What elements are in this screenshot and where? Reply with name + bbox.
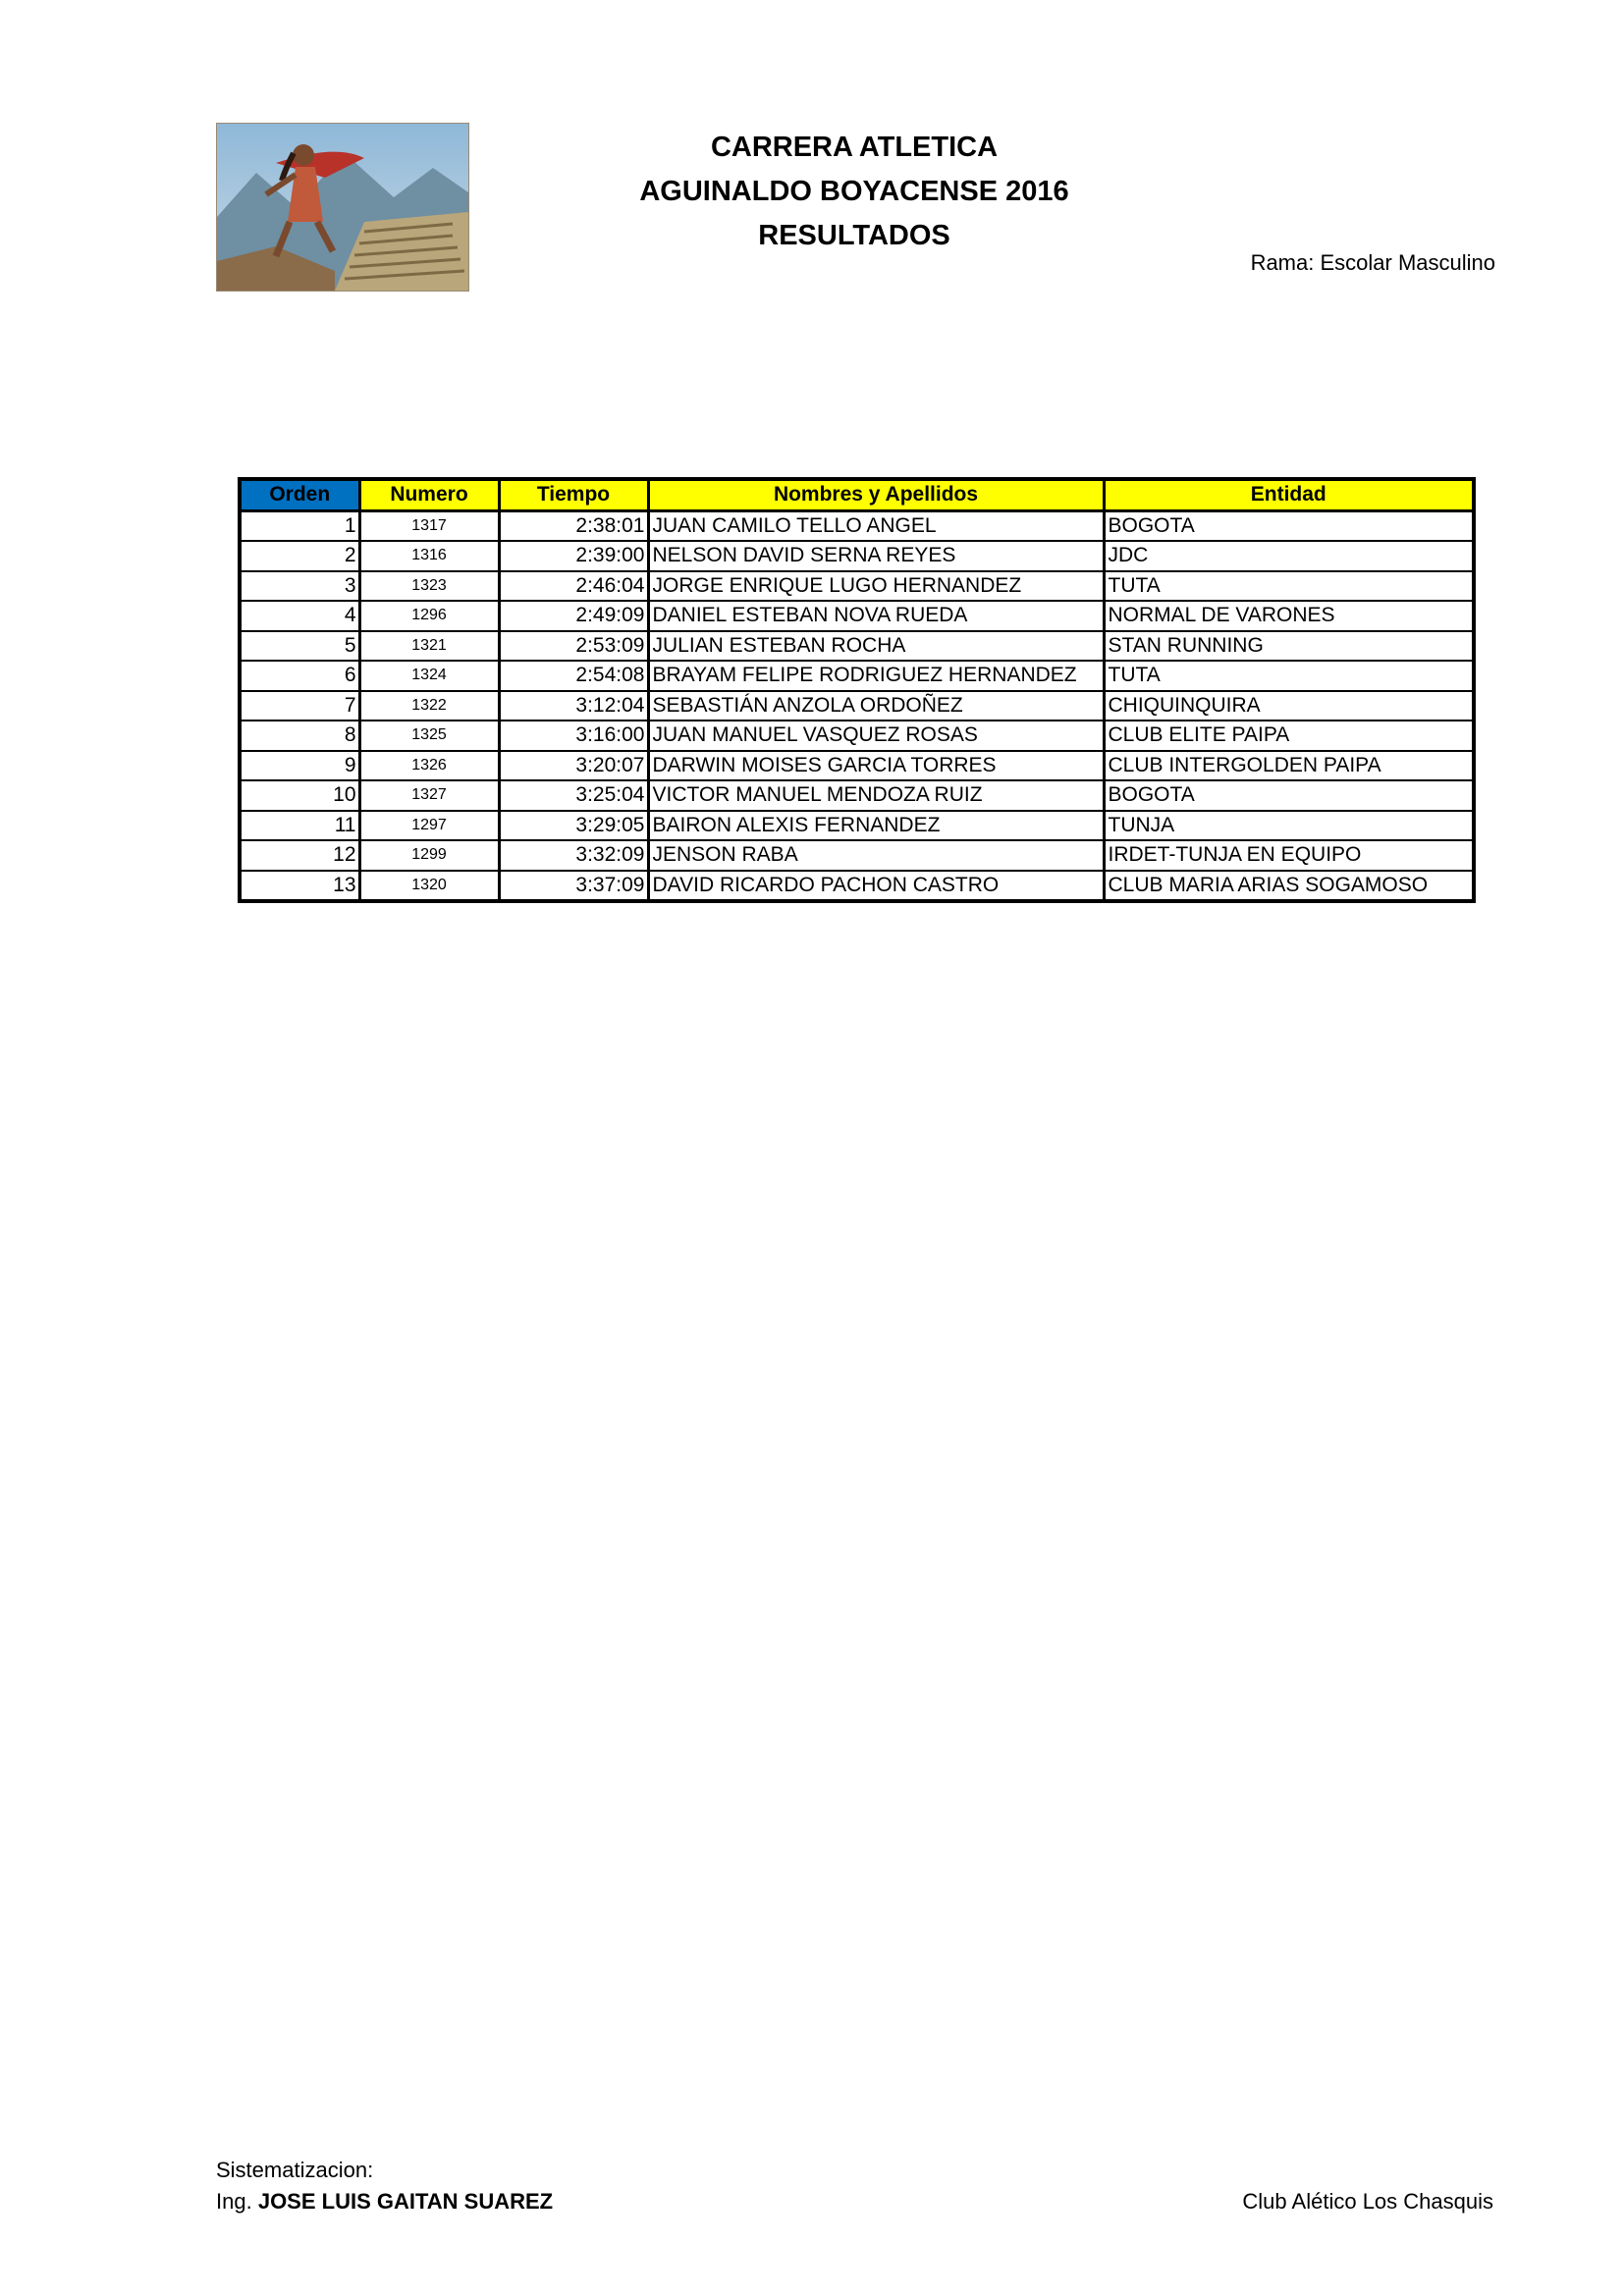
nombre-cell: VICTOR MANUEL MENDOZA RUIZ: [648, 780, 1104, 811]
tiempo-cell: 2:54:08: [499, 661, 648, 691]
nombre-cell: JENSON RABA: [648, 840, 1104, 871]
chasqui-runner-logo: [216, 123, 469, 292]
orden-cell: 3: [240, 571, 359, 602]
entidad-cell: CLUB INTERGOLDEN PAIPA: [1104, 751, 1474, 781]
table-row: [240, 631, 1474, 662]
table-row: [240, 811, 1474, 841]
entidad-cell: JDC: [1104, 541, 1474, 571]
numero-cell: 1320: [359, 871, 499, 902]
numero-cell: 1325: [359, 721, 499, 751]
orden-cell: 2: [240, 541, 359, 571]
nombre-cell: NELSON DAVID SERNA REYES: [648, 541, 1104, 571]
entidad-cell: TUTA: [1104, 661, 1474, 691]
tiempo-cell: 2:49:09: [499, 601, 648, 631]
table-row: [240, 751, 1474, 781]
table-header-row: [240, 479, 1474, 510]
nombre-cell: DAVID RICARDO PACHON CASTRO: [648, 871, 1104, 902]
tiempo-cell: 3:37:09: [499, 871, 648, 902]
table-row: [240, 510, 1474, 541]
tiempo-cell: 2:39:00: [499, 541, 648, 571]
title-line-3: RESULTADOS: [758, 220, 950, 251]
orden-cell: 11: [240, 811, 359, 841]
column-header-nombres: Nombres y Apellidos: [648, 479, 1104, 510]
orden-cell: 13: [240, 871, 359, 902]
nombre-cell: BRAYAM FELIPE RODRIGUEZ HERNANDEZ: [648, 661, 1104, 691]
orden-cell: 12: [240, 840, 359, 871]
column-header-tiempo: Tiempo: [499, 479, 648, 510]
numero-cell: 1322: [359, 691, 499, 721]
table-row: [240, 780, 1474, 811]
entidad-cell: IRDET-TUNJA EN EQUIPO: [1104, 840, 1474, 871]
orden-cell: 7: [240, 691, 359, 721]
numero-cell: 1323: [359, 571, 499, 602]
table-row: [240, 541, 1474, 571]
club-name: Club Alético Los Chasquis: [1242, 2189, 1493, 2214]
entidad-cell: NORMAL DE VARONES: [1104, 601, 1474, 631]
entidad-cell: BOGOTA: [1104, 510, 1474, 541]
sistematizacion-label: Sistematizacion:: [216, 2158, 374, 2182]
orden-cell: 1: [240, 510, 359, 541]
nombre-cell: DANIEL ESTEBAN NOVA RUEDA: [648, 601, 1104, 631]
nombre-cell: JUAN MANUEL VASQUEZ ROSAS: [648, 721, 1104, 751]
orden-cell: 8: [240, 721, 359, 751]
nombre-cell: DARWIN MOISES GARCIA TORRES: [648, 751, 1104, 781]
table-row: [240, 601, 1474, 631]
engineer-name: JOSE LUIS GAITAN SUAREZ: [257, 2189, 554, 2214]
table-row: [240, 871, 1474, 902]
numero-cell: 1327: [359, 780, 499, 811]
engineer-line: [216, 2186, 553, 2217]
tiempo-cell: 3:32:09: [499, 840, 648, 871]
entidad-cell: CLUB ELITE PAIPA: [1104, 721, 1474, 751]
numero-cell: 1324: [359, 661, 499, 691]
numero-cell: 1326: [359, 751, 499, 781]
table-row: [240, 721, 1474, 751]
orden-cell: 4: [240, 601, 359, 631]
entidad-cell: BOGOTA: [1104, 780, 1474, 811]
column-header-numero: Numero: [359, 479, 499, 510]
footer-credits: [216, 2155, 553, 2217]
tiempo-cell: 3:12:04: [499, 691, 648, 721]
nombre-cell: JUAN CAMILO TELLO ANGEL: [648, 510, 1104, 541]
numero-cell: 1317: [359, 510, 499, 541]
table-row: [240, 691, 1474, 721]
orden-cell: 9: [240, 751, 359, 781]
entidad-cell: CHIQUINQUIRA: [1104, 691, 1474, 721]
column-header-orden: Orden: [240, 479, 359, 510]
rama-label: Rama: Escolar Masculino: [1250, 250, 1495, 275]
tiempo-cell: 3:20:07: [499, 751, 648, 781]
orden-cell: 10: [240, 780, 359, 811]
tiempo-cell: 3:16:00: [499, 721, 648, 751]
tiempo-cell: 3:25:04: [499, 780, 648, 811]
document-title: [560, 126, 1149, 258]
nombre-cell: JULIAN ESTEBAN ROCHA: [648, 631, 1104, 662]
engineer-prefix: Ing.: [216, 2189, 252, 2214]
tiempo-cell: 2:46:04: [499, 571, 648, 602]
title-line-1: CARRERA ATLETICA: [710, 132, 999, 163]
tiempo-cell: 2:38:01: [499, 510, 648, 541]
nombre-cell: BAIRON ALEXIS FERNANDEZ: [648, 811, 1104, 841]
tiempo-cell: 2:53:09: [499, 631, 648, 662]
entidad-cell: TUNJA: [1104, 811, 1474, 841]
nombre-cell: JORGE ENRIQUE LUGO HERNANDEZ: [648, 571, 1104, 602]
entidad-cell: TUTA: [1104, 571, 1474, 602]
numero-cell: 1321: [359, 631, 499, 662]
orden-cell: 5: [240, 631, 359, 662]
results-table: [238, 477, 1476, 903]
tiempo-cell: 3:29:05: [499, 811, 648, 841]
nombre-cell: SEBASTIÁN ANZOLA ORDOÑEZ: [648, 691, 1104, 721]
entidad-cell: STAN RUNNING: [1104, 631, 1474, 662]
table-row: [240, 571, 1474, 602]
table-row: [240, 661, 1474, 691]
numero-cell: 1296: [359, 601, 499, 631]
table-row: [240, 840, 1474, 871]
numero-cell: 1297: [359, 811, 499, 841]
column-header-entidad: Entidad: [1104, 479, 1474, 510]
entidad-cell: CLUB MARIA ARIAS SOGAMOSO: [1104, 871, 1474, 902]
numero-cell: 1316: [359, 541, 499, 571]
numero-cell: 1299: [359, 840, 499, 871]
title-line-2: AGUINALDO BOYACENSE 2016: [639, 176, 1069, 207]
orden-cell: 6: [240, 661, 359, 691]
